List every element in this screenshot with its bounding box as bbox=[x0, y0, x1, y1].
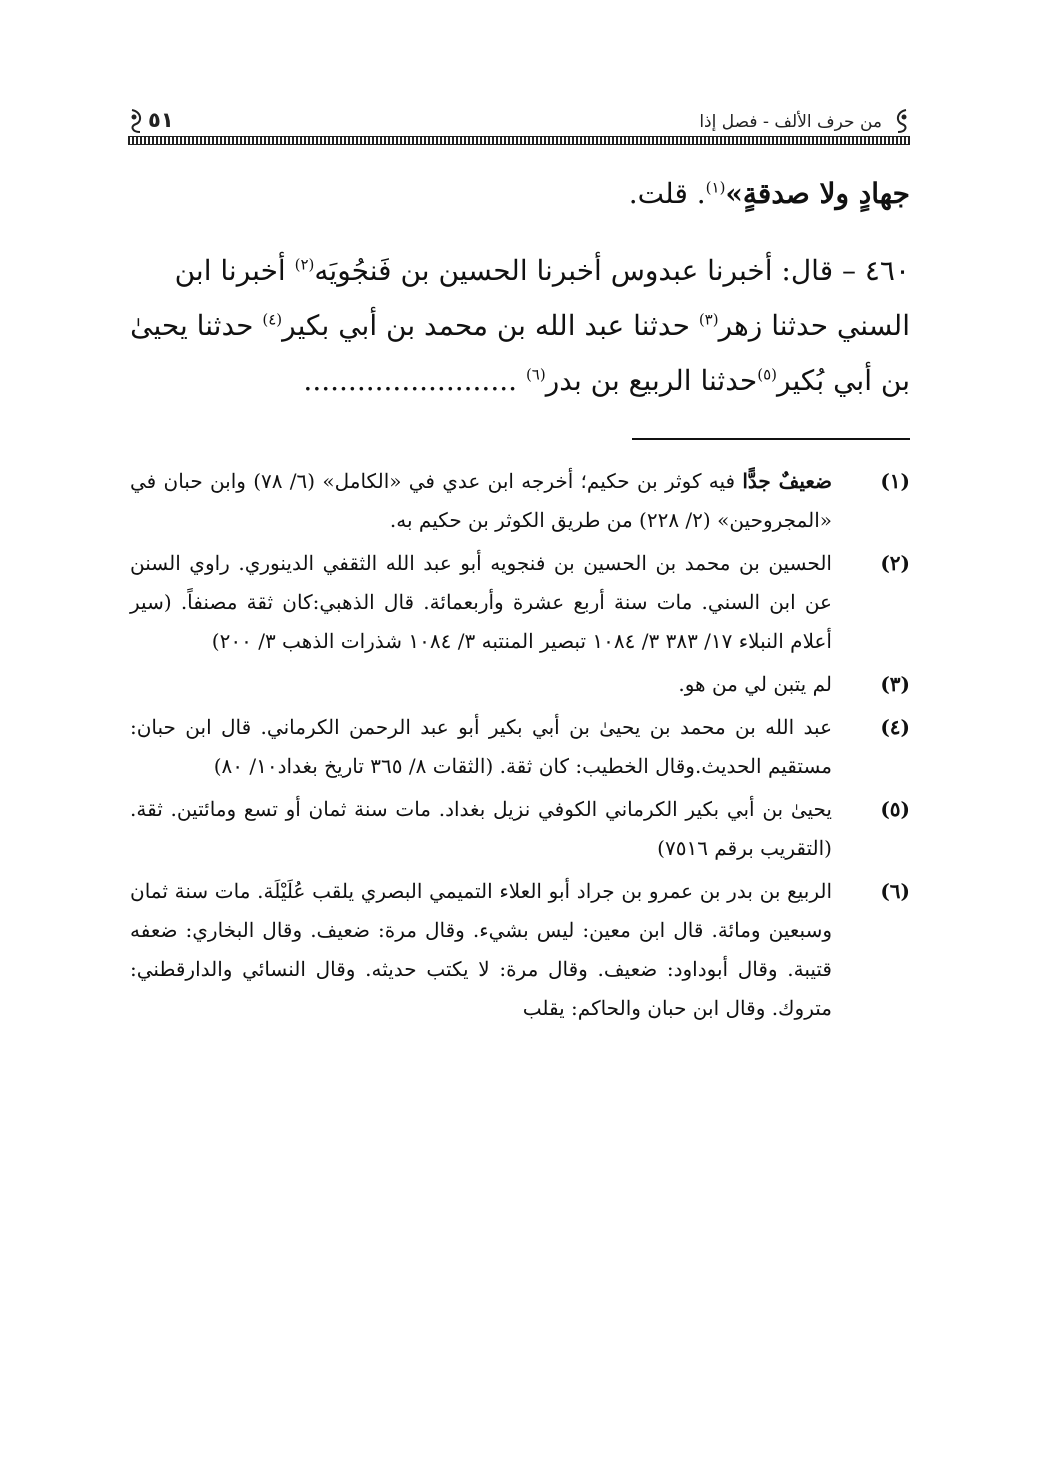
footnote-2 bbox=[130, 544, 910, 661]
footnote-number: (٣) bbox=[880, 672, 910, 696]
footnote-number: (٢) bbox=[880, 551, 910, 575]
main-text bbox=[130, 166, 910, 408]
hadith-text-2: أخبرنا ابن السني حدثنا زهر bbox=[174, 254, 910, 342]
footnote-text bbox=[130, 462, 832, 540]
footnote-4 bbox=[130, 708, 910, 786]
hadith-text-1: ٤٦٠ – قال: أخبرنا عبدوس أخبرنا الحسين بن فَنجُويَه bbox=[314, 254, 910, 287]
ornament-left-icon bbox=[128, 108, 146, 134]
footnote-text: عبد الله بن محمد بن يحيىٰ بن أبي بكير أبو عبد الرحمن الكرماني. قال ابن حبان: مستقيم الحديث.وقال الخطيب: كان ثقة. (الثقات ٨/ ٣٦٥ تاريخ بغداد١٠/ ٨٠) bbox=[130, 715, 832, 778]
footnote-ref-6[interactable]: (٦) bbox=[525, 365, 546, 384]
footnote-text: الحسين بن محمد بن الحسين بن فنجويه أبو عبد الله الثقفي الدينوري. راوي السنن عن ابن السني. مات سنة أربع عشرة وأربعمائة. قال الذهبي:كان ثقة مصنفاً. (سير أعلام النبلاء ١٧/ ٣٨٣ ٣/ ١٠٨٤ تبصير المنتبه ٣/ ١٠٨٤ شذرات الذهب ٣/ ٢٠٠) bbox=[130, 551, 832, 653]
footnote-ref-4[interactable]: (٤) bbox=[262, 310, 283, 329]
footnote-text: الربيع بن بدر بن عمرو بن جراد أبو العلاء التميمي البصري يلقب عُلَيْلَة. مات سنة ثمان وسبعين ومائة. قال ابن معين: ليس بشيء. وقال مرة: ضعيف. وقال البخاري: ضعفه قتيبة. وقال أبوداود: ضعيف. وقال مرة: لا يكتب حديثه. وقال النسائي والدارقطني: متروك. وقال ابن حبان والحاكم: يقلب bbox=[130, 879, 832, 1020]
hadith-paragraph bbox=[130, 243, 910, 408]
page-number: ٥١ bbox=[148, 108, 174, 132]
footnote-number: (٥) bbox=[880, 797, 910, 821]
footnote-body: فيه كوثر بن حكيم؛ أخرجه ابن عدي في «الكامل» (٦/ ٧٨) وابن حبان في «المجروحين» (٢/ ٢٢٨) من طريق الكوثر بن حكيم به. bbox=[130, 469, 832, 532]
page-header bbox=[128, 106, 910, 146]
footnote-text: لم يتبن لي من هو. bbox=[678, 672, 832, 696]
footnote-number: (٤) bbox=[880, 715, 910, 739]
footnote-grade: ضعيفٌ جدًّا bbox=[742, 469, 832, 493]
footnotes bbox=[130, 462, 910, 1032]
hadith-text-5: حدثنا الربيع بن بدر bbox=[545, 364, 758, 397]
ornament-right-icon bbox=[892, 108, 910, 134]
header-rule bbox=[128, 136, 910, 145]
lead-tail: . قلت. bbox=[628, 177, 706, 210]
footnote-ref-3[interactable]: (٣) bbox=[698, 310, 719, 329]
footnote-divider bbox=[632, 438, 910, 440]
footnote-text: يحيىٰ بن أبي بكير الكرماني الكوفي نزيل بغداد. مات سنة ثمان أو تسع ومائتين. ثقة.(التقريب برقم ٧٥١٦) bbox=[130, 797, 832, 860]
running-title: من حرف الألف - فصل إذا bbox=[699, 112, 882, 132]
hadith-text-3: حدثنا عبد الله بن محمد بن أبي بكير bbox=[282, 309, 699, 342]
footnote-1 bbox=[130, 462, 910, 540]
footnote-6 bbox=[130, 872, 910, 1028]
footnote-ref-1[interactable]: (١) bbox=[705, 178, 726, 197]
footnote-number: (١) bbox=[880, 469, 910, 493]
footnote-ref-5[interactable]: (٥) bbox=[757, 365, 778, 384]
main-line-1 bbox=[130, 166, 910, 221]
footnote-3 bbox=[130, 665, 910, 704]
continuation-dots: ........................ bbox=[303, 364, 518, 397]
footnote-number: (٦) bbox=[880, 879, 910, 903]
lead-phrase: جهادٍ ولا صدقةٍ» bbox=[725, 177, 910, 210]
hadith-text-4: حدثنا يحيىٰ بن أبي بُكير bbox=[130, 309, 910, 397]
footnote-ref-2[interactable]: (٢) bbox=[294, 255, 315, 274]
footnote-5 bbox=[130, 790, 910, 868]
